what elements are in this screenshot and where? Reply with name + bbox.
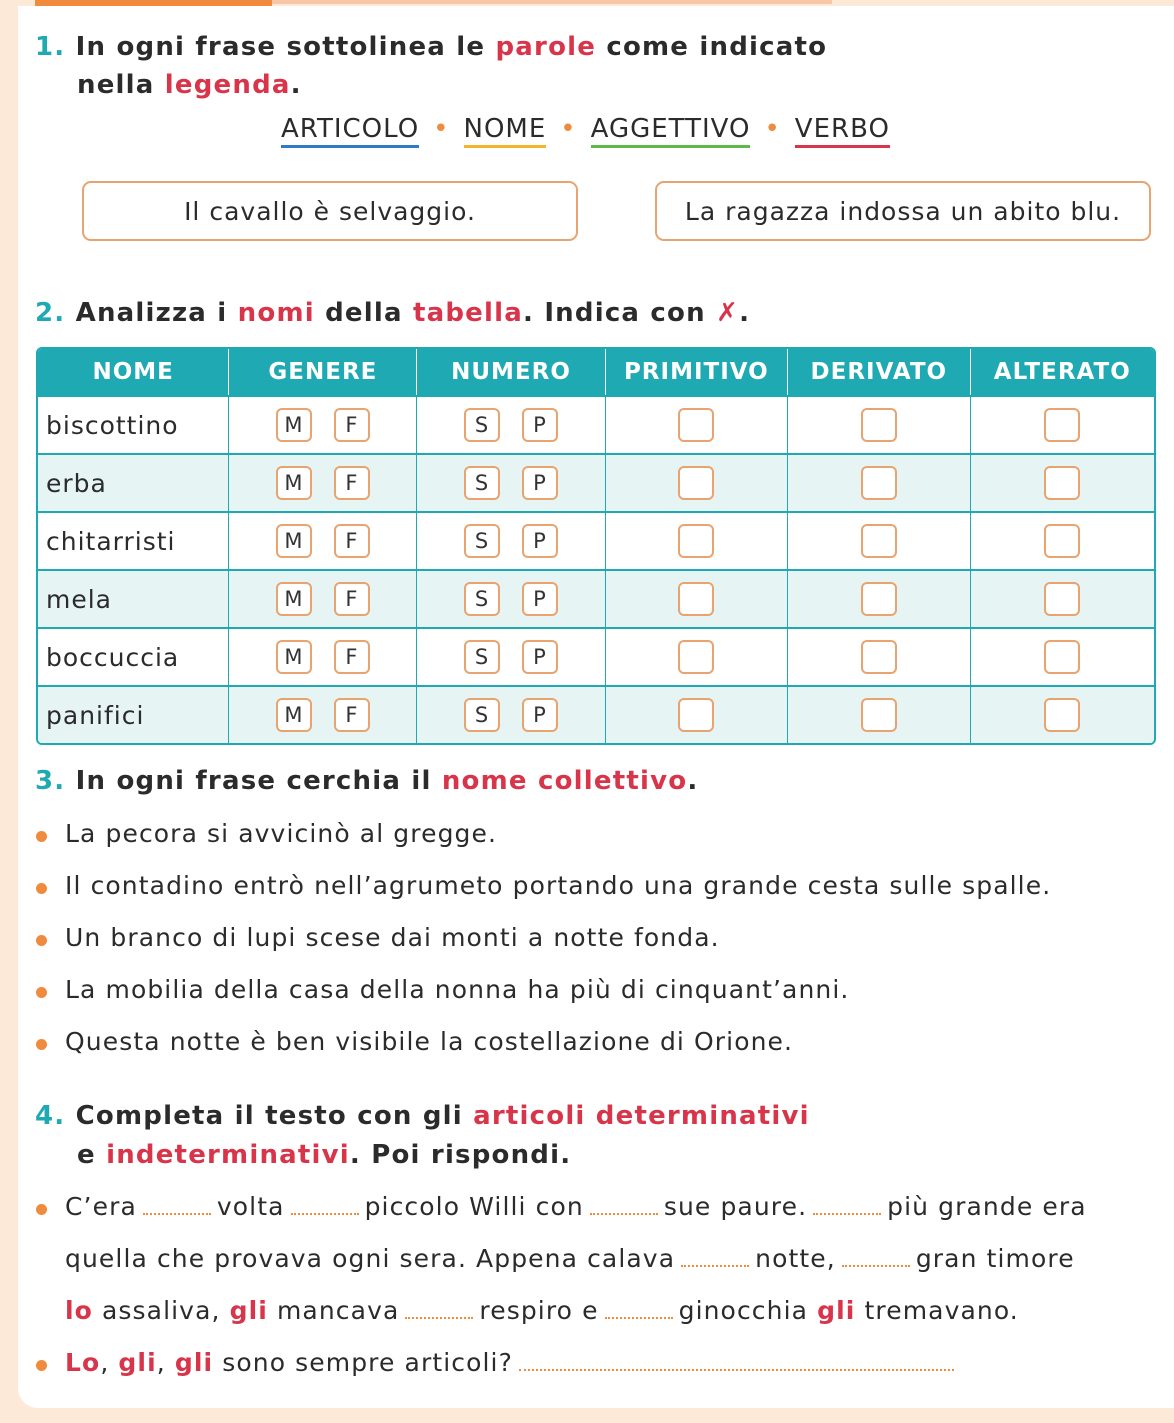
alterato-cell: [971, 627, 1154, 685]
number-p-checkbox[interactable]: P: [522, 640, 558, 674]
number-cell: [417, 627, 605, 685]
bullet-dot: [36, 1039, 47, 1050]
alterato-cell: [971, 685, 1154, 743]
ex3-sentence: La mobilia della casa della nonna ha più di cinquant’anni.: [65, 975, 850, 1004]
gender-cell: [229, 569, 417, 627]
primitivo-checkbox[interactable]: [678, 582, 714, 616]
legend-aggettivo: AGGETTIVO: [591, 114, 751, 148]
row-noun: biscottino: [38, 395, 229, 453]
alterato-cell: [971, 569, 1154, 627]
number-s-checkbox[interactable]: S: [464, 698, 500, 732]
number-cell: [417, 511, 605, 569]
ex1-number: 1.: [35, 32, 66, 62]
gender-cell: [229, 511, 417, 569]
bullet-dot: [36, 831, 47, 842]
legend-separator: •: [764, 114, 781, 144]
gender-f-checkbox[interactable]: F: [334, 466, 370, 500]
alterato-cell: [971, 453, 1154, 511]
derivato-checkbox[interactable]: [861, 640, 897, 674]
legend-separator: •: [433, 114, 450, 144]
ex1-title-line2: nella legenda.: [77, 70, 302, 100]
ex3-sentence: La pecora si avvicinò al gregge.: [65, 819, 498, 848]
ex2-title: 2. Analizza i nomi della tabella. Indica con ✗.: [35, 298, 751, 328]
primitivo-checkbox[interactable]: [678, 640, 714, 674]
gender-f-checkbox[interactable]: F: [334, 524, 370, 558]
number-p-checkbox[interactable]: P: [522, 408, 558, 442]
derivato-cell: [788, 627, 970, 685]
table-header-row: [38, 349, 1154, 395]
number-s-checkbox[interactable]: S: [464, 640, 500, 674]
table-row: [38, 569, 1154, 627]
fill-in-blank[interactable]: [681, 1265, 749, 1267]
header-primitivo: PRIMITIVO: [606, 349, 789, 395]
bullet-dot: [36, 1204, 47, 1215]
gender-cell: [229, 453, 417, 511]
ex3-sentence: Un branco di lupi scese dai monti a notte fonda.: [65, 923, 720, 952]
number-cell: [417, 453, 605, 511]
legend-nome: NOME: [464, 114, 547, 148]
primitivo-cell: [606, 685, 789, 743]
derivato-checkbox[interactable]: [861, 408, 897, 442]
alterato-checkbox[interactable]: [1044, 408, 1080, 442]
derivato-checkbox[interactable]: [861, 466, 897, 500]
ex3-sentence: Il contadino entrò nell’agrumeto portando una grande cesta sulle spalle.: [65, 871, 1052, 900]
derivato-cell: [788, 569, 970, 627]
table-row: [38, 685, 1154, 743]
alterato-checkbox[interactable]: [1044, 524, 1080, 558]
fill-in-blank[interactable]: [605, 1317, 673, 1319]
table-row: [38, 395, 1154, 453]
derivato-cell: [788, 395, 970, 453]
header-alterato: ALTERATO: [971, 349, 1154, 395]
header-nome: NOME: [38, 349, 229, 395]
number-p-checkbox[interactable]: P: [522, 582, 558, 616]
table-row: [38, 453, 1154, 511]
ex1-legend: [281, 114, 890, 148]
number-cell: [417, 569, 605, 627]
alterato-checkbox[interactable]: [1044, 466, 1080, 500]
primitivo-cell: [606, 511, 789, 569]
header-derivato: DERIVATO: [788, 349, 970, 395]
gender-m-checkbox[interactable]: M: [276, 466, 312, 500]
table-row: [38, 627, 1154, 685]
gender-cell: [229, 685, 417, 743]
gender-f-checkbox[interactable]: F: [334, 408, 370, 442]
fill-in-blank[interactable]: [405, 1317, 473, 1319]
gender-m-checkbox[interactable]: M: [276, 524, 312, 558]
alterato-checkbox[interactable]: [1044, 640, 1080, 674]
ex3-title: 3. In ogni frase cerchia il nome collettivo.: [35, 766, 699, 796]
gender-f-checkbox[interactable]: F: [334, 640, 370, 674]
alterato-checkbox[interactable]: [1044, 698, 1080, 732]
row-noun: chitarristi: [38, 511, 229, 569]
derivato-checkbox[interactable]: [861, 582, 897, 616]
alterato-checkbox[interactable]: [1044, 582, 1080, 616]
fill-in-blank[interactable]: [143, 1213, 211, 1215]
alterato-cell: [971, 395, 1154, 453]
legend-articolo: ARTICOLO: [281, 114, 419, 148]
primitivo-checkbox[interactable]: [678, 466, 714, 500]
noun-analysis-table: [36, 347, 1156, 745]
primitivo-checkbox[interactable]: [678, 408, 714, 442]
ex3-sentence: Questa notte è ben visibile la costellazione di Orione.: [65, 1027, 794, 1056]
ex4-question: Lo, gli, gli sono sempre articoli?: [65, 1348, 960, 1377]
top-accent-bar-light: [272, 0, 832, 4]
row-noun: panifici: [38, 685, 229, 743]
gender-f-checkbox[interactable]: F: [334, 582, 370, 616]
derivato-cell: [788, 685, 970, 743]
number-p-checkbox[interactable]: P: [522, 698, 558, 732]
number-cell: [417, 685, 605, 743]
fill-in-blank[interactable]: [842, 1265, 910, 1267]
primitivo-cell: [606, 569, 789, 627]
legend-separator: •: [560, 114, 577, 144]
alterato-cell: [971, 511, 1154, 569]
primitivo-cell: [606, 627, 789, 685]
ex2-number: 2.: [35, 298, 66, 328]
number-p-checkbox[interactable]: P: [522, 466, 558, 500]
table-row: [38, 511, 1154, 569]
derivato-checkbox[interactable]: [861, 524, 897, 558]
derivato-cell: [788, 453, 970, 511]
row-noun: mela: [38, 569, 229, 627]
fill-in-blank[interactable]: [291, 1213, 359, 1215]
number-p-checkbox[interactable]: P: [522, 524, 558, 558]
ex4-text-line1: C’era volta piccolo Willi con sue paure. più grande era: [65, 1192, 1087, 1221]
gender-f-checkbox[interactable]: F: [334, 698, 370, 732]
row-noun: boccuccia: [38, 627, 229, 685]
fill-in-blank[interactable]: [590, 1213, 658, 1215]
primitivo-checkbox[interactable]: [678, 524, 714, 558]
ex1-sentence-box-2[interactable]: La ragazza indossa un abito blu.: [655, 181, 1151, 241]
row-noun: erba: [38, 453, 229, 511]
legend-verbo: VERBO: [795, 114, 890, 148]
ex4-number: 4.: [35, 1101, 66, 1131]
ex4-text-line3: lo assaliva, gli mancava respiro e ginocchia gli tremavano.: [65, 1296, 1019, 1325]
ex4-title-line2: e indeterminativi. Poi rispondi.: [77, 1140, 572, 1170]
ex4-text-line2: quella che provava ogni sera. Appena calava notte, gran timore: [65, 1244, 1075, 1273]
fill-in-blank[interactable]: [813, 1213, 881, 1215]
number-s-checkbox[interactable]: S: [464, 408, 500, 442]
ex1-title-line1: 1. In ogni frase sottolinea le parole come indicato: [35, 32, 828, 62]
ex3-number: 3.: [35, 766, 66, 796]
derivato-cell: [788, 511, 970, 569]
header-numero: NUMERO: [417, 349, 605, 395]
derivato-checkbox[interactable]: [861, 698, 897, 732]
bullet-dot: [36, 1360, 47, 1371]
bullet-dot: [36, 987, 47, 998]
gender-m-checkbox[interactable]: M: [276, 582, 312, 616]
gender-m-checkbox[interactable]: M: [276, 698, 312, 732]
bullet-dot: [36, 883, 47, 894]
number-s-checkbox[interactable]: S: [464, 582, 500, 616]
ex1-sentence-box-1[interactable]: Il cavallo è selvaggio.: [82, 181, 578, 241]
gender-cell: [229, 395, 417, 453]
bullet-dot: [36, 935, 47, 946]
gender-cell: [229, 627, 417, 685]
answer-line[interactable]: [519, 1369, 954, 1371]
header-genere: GENERE: [229, 349, 417, 395]
ex4-title-line1: 4. Completa il testo con gli articoli determinativi: [35, 1101, 810, 1131]
cross-mark-icon: ✗: [716, 298, 740, 328]
primitivo-cell: [606, 453, 789, 511]
number-s-checkbox[interactable]: S: [464, 524, 500, 558]
gender-m-checkbox[interactable]: M: [276, 640, 312, 674]
gender-m-checkbox[interactable]: M: [276, 408, 312, 442]
primitivo-cell: [606, 395, 789, 453]
number-cell: [417, 395, 605, 453]
primitivo-checkbox[interactable]: [678, 698, 714, 732]
number-s-checkbox[interactable]: S: [464, 466, 500, 500]
